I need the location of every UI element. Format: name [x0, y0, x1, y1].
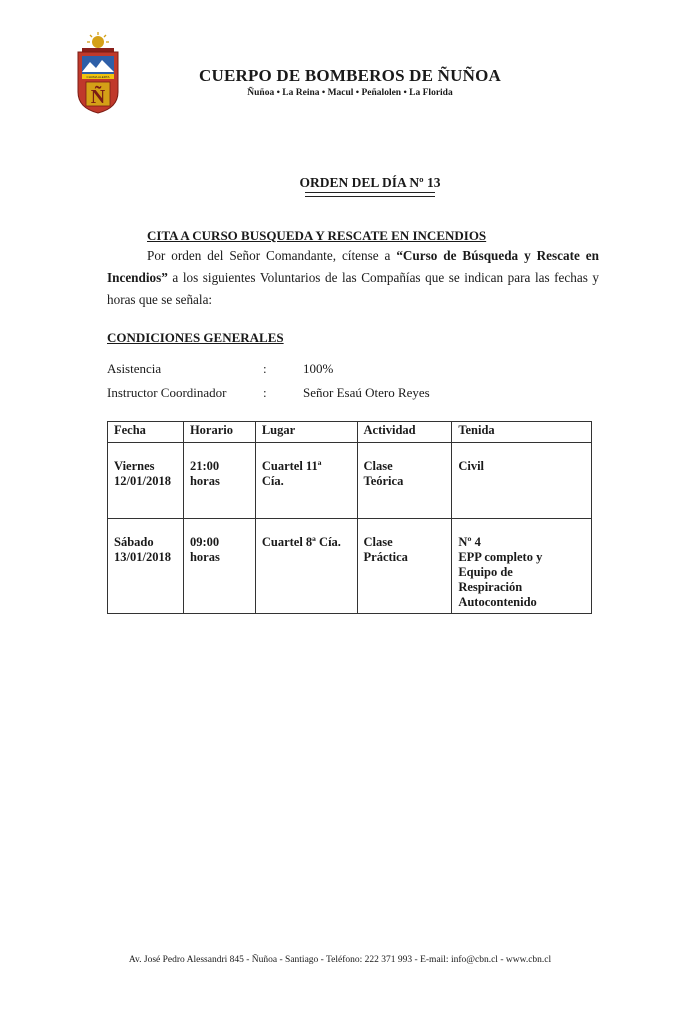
- cell-line: Cía.: [261, 474, 284, 488]
- cell-line: horas: [189, 474, 220, 488]
- header-lugar: Lugar: [255, 422, 357, 443]
- cell-line: Civil: [458, 459, 485, 473]
- cell-line: Teórica: [363, 474, 404, 488]
- cell-fecha: [108, 519, 184, 614]
- cell-lugar: [255, 443, 357, 519]
- order-title-double-rule: [305, 192, 435, 197]
- condiciones-heading: CONDICIONES GENERALES: [107, 330, 284, 345]
- header-fecha: Fecha: [108, 422, 184, 443]
- org-subtitle: Ñuñoa • La Reina • Macul • Peñalolen • La Florida: [247, 88, 453, 98]
- header-actividad: Actividad: [357, 422, 452, 443]
- cell-line: Cuartel 8ª Cía.: [261, 535, 341, 549]
- cita-paragraph-start: Por orden del Señor Comandante, cítense a: [147, 248, 397, 263]
- condicion-label: Instructor Coordinador: [107, 385, 227, 400]
- cell-lugar: [255, 519, 357, 614]
- cell-line: Clase: [363, 535, 393, 549]
- footer-contact: Av. José Pedro Alessandri 845 - Ñuñoa - Santiago - Teléfono: 222 371 993 - E-mail: info@cbn.cl - www.cbn.cl: [128, 955, 552, 965]
- cell-line: Respiración: [458, 580, 523, 594]
- cell-line: Equipo de: [458, 565, 513, 579]
- condicion-colon: :: [263, 361, 267, 376]
- cell-line: Práctica: [363, 550, 408, 564]
- cell-line: Autocontenido: [458, 595, 537, 609]
- condicion-value: 100%: [303, 361, 334, 376]
- cell-line: Clase: [363, 459, 393, 473]
- condicion-label: Asistencia: [107, 361, 162, 376]
- table-header-row: [108, 422, 592, 443]
- cell-line: EPP completo y: [458, 550, 543, 564]
- cita-paragraph-course: “Curso de Búsqueda y Rescate en Incendios”: [107, 248, 599, 285]
- condicion-colon: :: [263, 385, 267, 400]
- cell-line: Sábado: [114, 535, 154, 549]
- cell-line: horas: [189, 550, 220, 564]
- cita-paragraph-end: a los siguientes Voluntarios de las Compañías que se indican para las fechas y horas que se señala:: [107, 270, 599, 307]
- cell-line: Nº 4: [458, 535, 481, 549]
- cell-line: Viernes: [114, 459, 155, 473]
- cell-line: 13/01/2018: [114, 550, 171, 564]
- schedule-table: [107, 421, 592, 614]
- svg-text:Ñ: Ñ: [90, 86, 106, 108]
- cell-fecha: [108, 443, 184, 519]
- cell-actividad: [357, 443, 452, 519]
- cell-line: 21:00: [189, 459, 220, 473]
- table-row: [108, 519, 592, 614]
- cell-tenida: [452, 519, 592, 614]
- cell-horario: [183, 519, 255, 614]
- logo-sun-crest: [82, 32, 114, 52]
- cbn-logo: [70, 32, 126, 114]
- order-title: ORDEN DEL DÍA Nº 13: [299, 175, 441, 190]
- cell-horario: [183, 443, 255, 519]
- header-horario: Horario: [183, 422, 255, 443]
- header-tenida: Tenida: [452, 422, 592, 443]
- cita-heading: CITA A CURSO BUSQUEDA Y RESCATE EN INCENDIOS: [147, 228, 487, 243]
- cell-line: Cuartel 11ª: [261, 459, 322, 473]
- table-row: [108, 443, 592, 519]
- cell-tenida: [452, 443, 592, 519]
- cell-actividad: [357, 519, 452, 614]
- cell-line: 12/01/2018: [114, 474, 171, 488]
- org-title: CUERPO DE BOMBEROS DE ÑUÑOA: [199, 66, 501, 85]
- condicion-value: Señor Esaú Otero Reyes: [303, 385, 430, 400]
- cell-line: 09:00: [189, 535, 220, 549]
- svg-text:CHUMA ALERTA: CHUMA ALERTA: [86, 75, 110, 79]
- cita-paragraph: [107, 245, 599, 311]
